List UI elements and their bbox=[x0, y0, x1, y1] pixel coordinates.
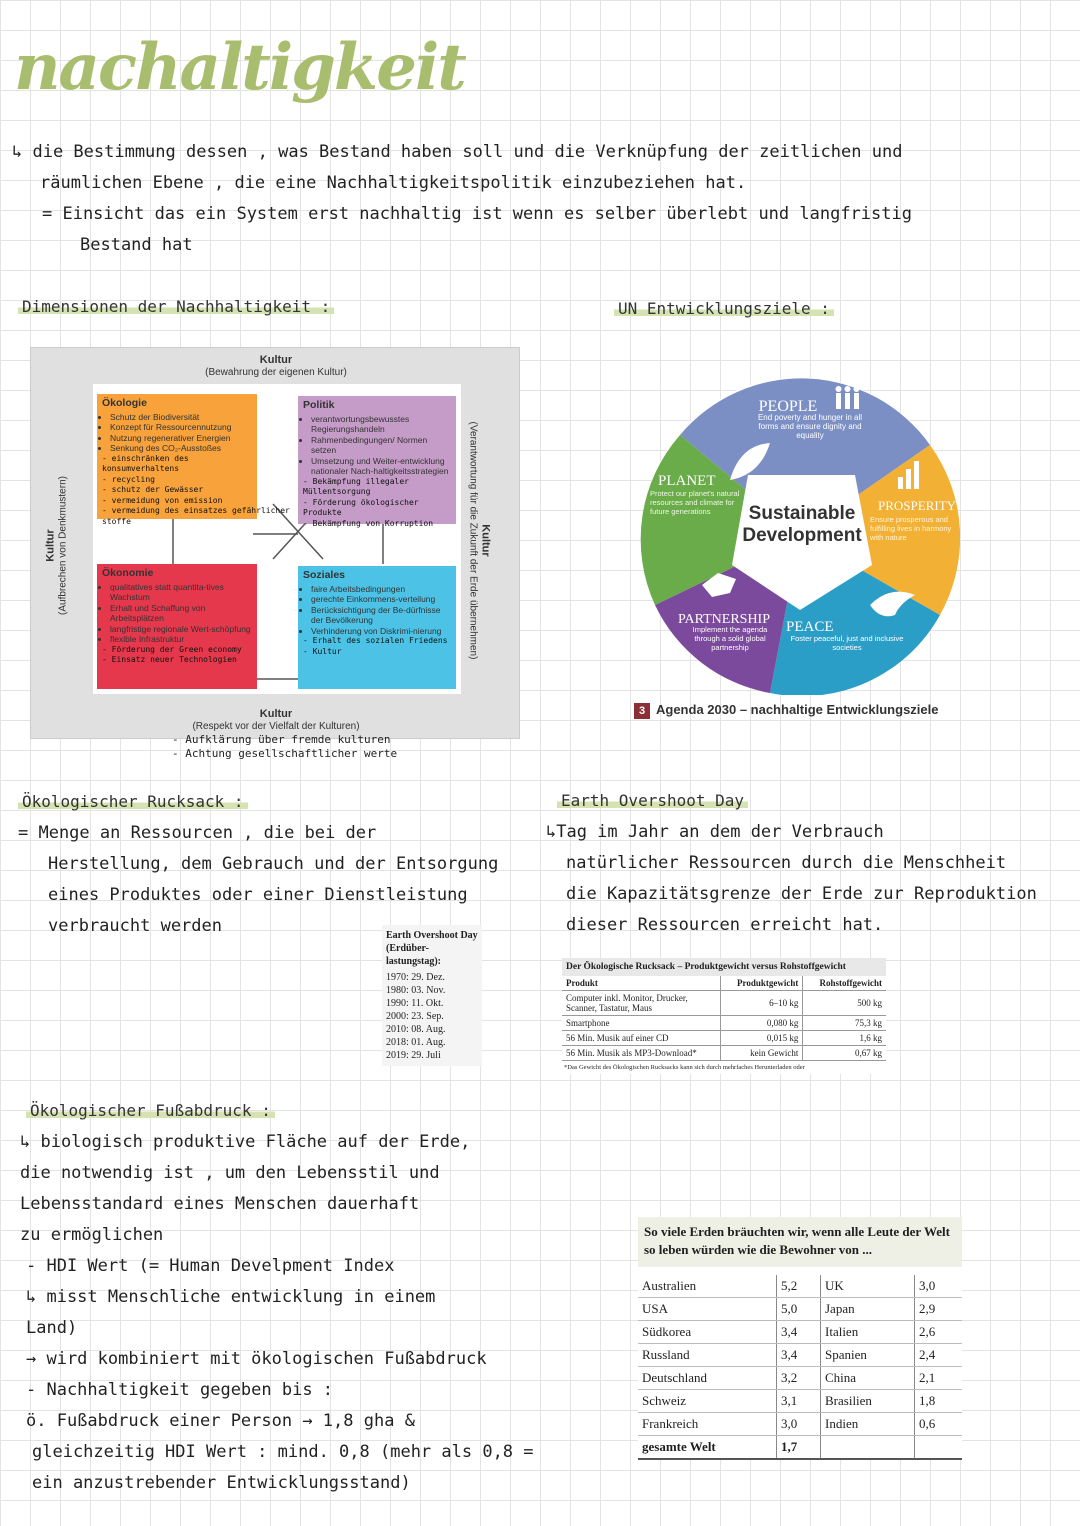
oekologie-item: • Schutz der Biodiversität bbox=[110, 412, 252, 423]
earths-value: 5,0 bbox=[777, 1298, 821, 1321]
definition-line-1: ↳ die Bestimmung dessen , was Bestand haben soll und die Verknüpfung der zeitlichen und bbox=[12, 142, 903, 162]
eod-box bbox=[382, 925, 482, 1066]
oekonomie-item: • langfristige regionale Wert-schöpfung bbox=[110, 624, 252, 635]
kultur-top-caption bbox=[181, 354, 371, 379]
box-oekologie bbox=[97, 394, 290, 526]
fussabdruck-line: ein anzustrebender Entwicklungsstand) bbox=[32, 1473, 411, 1493]
earths-country: Spanien bbox=[821, 1344, 915, 1367]
oekologie-item: • Konzept für Ressourcennutzung bbox=[110, 422, 252, 433]
fussabdruck-line: gleichzeitig HDI Wert : mind. 0,8 (mehr als 0,8 = bbox=[32, 1442, 534, 1462]
earths-country: Schweiz bbox=[638, 1390, 777, 1413]
table-row bbox=[638, 1367, 962, 1390]
soziales-item: • faire Arbeitsbedingungen bbox=[311, 584, 451, 595]
people-title: PEOPLE bbox=[758, 398, 818, 415]
oekologie-note: - vermeidung des einsatzes gefährlicher bbox=[102, 506, 290, 515]
earths-country: Japan bbox=[821, 1298, 915, 1321]
partnership-title: PARTNERSHIP bbox=[678, 612, 771, 627]
earths-value: 2,1 bbox=[915, 1367, 963, 1390]
overshoot-line-1: ↳Tag im Jahr an dem der Verbrauch bbox=[546, 822, 884, 842]
table-row bbox=[562, 976, 886, 991]
rs-cell: 56 Min. Musik auf einer CD bbox=[562, 1031, 721, 1046]
rucksack-heading: Ökologischer Rucksack : bbox=[18, 792, 248, 811]
earths-country: Australien bbox=[638, 1275, 777, 1298]
dimensions-diagram bbox=[30, 347, 520, 739]
kultur-bottom-caption bbox=[171, 708, 381, 733]
rucksack-table-wrap bbox=[562, 958, 886, 1074]
soziales-item: • Berücksichtigung der Be-dürfnisse der Bevölkerung bbox=[311, 605, 451, 626]
sdg-center-1: Sustainable bbox=[748, 503, 856, 524]
earths-value: 3,4 bbox=[777, 1321, 821, 1344]
earths-value: 3,2 bbox=[777, 1367, 821, 1390]
box-oekonomie bbox=[97, 564, 257, 689]
fussabdruck-line: ↳ misst Menschliche entwicklung in einem bbox=[26, 1287, 436, 1307]
kultur-left-sub: (Aufbrechen von Denkmustern) bbox=[57, 476, 69, 615]
planet-desc: Protect our planet's natural resources and climate for future generations bbox=[650, 489, 740, 516]
peace-desc: Foster peaceful, just and inclusive societies bbox=[790, 634, 904, 652]
oekonomie-item: • Erhalt und Schaffung von Arbeitsplätzen bbox=[110, 603, 252, 624]
earths-country: Russland bbox=[638, 1344, 777, 1367]
table-row bbox=[562, 991, 886, 1016]
rs-cell: 1,6 kg bbox=[803, 1031, 886, 1046]
rs-cell: 0,67 kg bbox=[803, 1046, 886, 1061]
earths-country: Frankreich bbox=[638, 1413, 777, 1436]
earths-value: 2,6 bbox=[915, 1321, 963, 1344]
politik-note: - Bekämpfung illegaler Müllentsorgung bbox=[303, 476, 409, 496]
earths-table-wrap bbox=[638, 1217, 962, 1460]
oekologie-item: • Nutzung regenerativer Energien bbox=[110, 433, 252, 444]
table-row bbox=[638, 1275, 962, 1298]
earths-country: China bbox=[821, 1367, 915, 1390]
earths-total-label: gesamte Welt bbox=[638, 1436, 777, 1460]
oekologie-note: - schutz der Gewässer bbox=[102, 485, 204, 494]
fussabdruck-line: - Nachhaltigkeit gegeben bis : bbox=[26, 1380, 334, 1400]
overshoot-line-4: dieser Ressourcen erreicht hat. bbox=[566, 915, 884, 935]
earths-country: Indien bbox=[821, 1413, 915, 1436]
rs-cell: kein Gewicht bbox=[721, 1046, 803, 1061]
sdg-caption bbox=[634, 702, 938, 719]
rs-cell: Computer inkl. Monitor, Drucker, Scanner, Tastatur, Maus bbox=[562, 991, 721, 1016]
earths-value: 5,2 bbox=[777, 1275, 821, 1298]
politik-item: • Rahmenbedingungen/ Normen setzen bbox=[311, 435, 451, 456]
soziales-note: - Erhalt des sozialen Friedens bbox=[303, 636, 448, 645]
fussabdruck-line: Lebensstandard eines Menschen dauerhaft bbox=[20, 1194, 420, 1214]
dimensions-inner bbox=[93, 384, 461, 694]
politik-item: • verantwortungsbewusstes Regierungshandeln bbox=[311, 414, 451, 435]
earths-country: Deutschland bbox=[638, 1367, 777, 1390]
earths-country: USA bbox=[638, 1298, 777, 1321]
rs-cell: 56 Min. Musik als MP3-Download* bbox=[562, 1046, 721, 1061]
table-row bbox=[562, 1046, 886, 1061]
table-row bbox=[638, 1298, 962, 1321]
rs-cell: 0,080 kg bbox=[721, 1016, 803, 1031]
eod-row: 2019: 29. Juli bbox=[386, 1050, 441, 1061]
earths-value: 2,4 bbox=[915, 1344, 963, 1367]
oekologie-note: - recycling bbox=[102, 474, 155, 484]
fussabdruck-line: ö. Fußabdruck einer Person → 1,8 gha & bbox=[26, 1411, 415, 1431]
definition-line-2: räumlichen Ebene , die eine Nachhaltigkeitspolitik einzubeziehen hat. bbox=[40, 173, 747, 193]
rucksack-line-2: Herstellung, dem Gebrauch und der Entsorgung bbox=[48, 854, 499, 874]
earths-value: 3,0 bbox=[915, 1275, 963, 1298]
eod-row: 2018: 01. Aug. bbox=[386, 1037, 446, 1048]
definition-line-3: = Einsicht das ein System erst nachhaltig ist wenn es selber überlebt und langfristig bbox=[42, 204, 912, 224]
kultur-right-caption bbox=[467, 411, 492, 671]
fussabdruck-line: ↳ biologisch produktive Fläche auf der Erde, bbox=[20, 1132, 471, 1152]
box-soziales bbox=[298, 566, 456, 689]
eod-row: 2000: 23. Sep. bbox=[386, 1011, 444, 1022]
prosperity-title: PROSPERITY bbox=[878, 498, 957, 513]
oekonomie-title: Ökonomie bbox=[102, 567, 154, 579]
politik-note: - Förderung ökologischer Produkte bbox=[303, 497, 419, 517]
eod-row: 1970: 29. Dez. bbox=[386, 972, 445, 983]
rs-cell: 75,3 kg bbox=[803, 1016, 886, 1031]
earths-value: 0,6 bbox=[915, 1413, 963, 1436]
oekologie-item: • Senkung des CO₂-Ausstoßes bbox=[110, 443, 252, 454]
rs-cell: 6–10 kg bbox=[721, 991, 803, 1016]
page-title: nachaltigkeit bbox=[14, 30, 465, 105]
fussabdruck-line: zu ermöglichen bbox=[20, 1225, 164, 1245]
earths-value: 1,8 bbox=[915, 1390, 963, 1413]
earths-value: 3,1 bbox=[777, 1390, 821, 1413]
prosperity-desc: Ensure prosperous and fulfilling lives in harmony with nature bbox=[870, 515, 952, 542]
oekonomie-item: • qualitatives statt quantita-tives Wachstum bbox=[110, 582, 252, 603]
kultur-bottom-sub: (Respekt vor der Vielfalt der Kulturen) bbox=[192, 721, 360, 732]
table-row bbox=[638, 1321, 962, 1344]
rucksack-line-1: = Menge an Ressourcen , die bei der bbox=[18, 823, 377, 843]
eod-row: 1990: 11. Okt. bbox=[386, 998, 444, 1009]
politik-item: • Umsetzung und Weiter-entwicklung nationaler Nach-haltigkeitsstrategien bbox=[311, 456, 451, 477]
rs-header: Produktgewicht bbox=[721, 976, 803, 991]
fussabdruck-heading: Ökologischer Fußabdruck : bbox=[26, 1101, 275, 1120]
partnership-desc: Implement the agenda through a solid global partnership bbox=[692, 625, 768, 652]
soziales-item: • Verhinderung von Diskrimi-nierung bbox=[311, 626, 451, 637]
un-heading: UN Entwicklungsziele : bbox=[614, 299, 834, 318]
politik-title: Politik bbox=[303, 399, 335, 411]
rs-cell: Smartphone bbox=[562, 1016, 721, 1031]
earths-country: Italien bbox=[821, 1321, 915, 1344]
table-row bbox=[638, 1413, 962, 1436]
earths-empty bbox=[821, 1436, 915, 1460]
earths-total-value: 1,7 bbox=[777, 1436, 821, 1460]
oekonomie-note: - Einsatz neuer Technologien bbox=[102, 655, 237, 664]
caption-text: Agenda 2030 – nachhaltige Entwicklungsziele bbox=[656, 702, 939, 717]
eod-row: 1980: 03. Nov. bbox=[386, 985, 446, 996]
earths-value: 3,4 bbox=[777, 1344, 821, 1367]
oekologie-note: stoffe bbox=[102, 516, 131, 526]
earths-table bbox=[638, 1275, 962, 1460]
kultur-top-title: Kultur bbox=[259, 354, 293, 366]
rs-cell: 500 kg bbox=[803, 991, 886, 1016]
people-desc: End poverty and hunger in all forms and ensure dignity and equality bbox=[757, 413, 863, 440]
soziales-title: Soziales bbox=[303, 569, 346, 581]
kultur-right-title: Kultur bbox=[479, 524, 492, 557]
rs-table-title: Der Ökologische Rucksack – Produktgewicht versus Rohstoffgewicht bbox=[562, 958, 886, 976]
rs-cell: 0,015 kg bbox=[721, 1031, 803, 1046]
rs-header: Rohstoffgewicht bbox=[803, 976, 886, 991]
table-row bbox=[562, 1016, 886, 1031]
eod-title: Earth Overshoot Day (Erdüber-lastungstag): bbox=[386, 930, 478, 967]
sdg-center-2: Development bbox=[742, 525, 862, 546]
kultur-bottom-title: Kultur bbox=[259, 708, 293, 720]
fussabdruck-line: die notwendig ist , um den Lebensstil und bbox=[20, 1163, 440, 1183]
fussabdruck-line: → wird kombiniert mit ökologischen Fußabdruck bbox=[26, 1349, 487, 1369]
earths-value: 3,0 bbox=[777, 1413, 821, 1436]
dimensions-note-2: - Achtung gesellschaftlicher werte bbox=[172, 747, 398, 760]
oekologie-title: Ökologie bbox=[102, 397, 147, 409]
oekonomie-note: - Förderung der Green economy bbox=[102, 644, 242, 654]
fussabdruck-line: Land) bbox=[26, 1318, 78, 1338]
rs-note: *Das Gewicht des Ökologischen Rucksacks kann sich durch mehrfaches Herunterladen oder bbox=[564, 1064, 805, 1071]
table-row bbox=[562, 1031, 886, 1046]
rucksack-line-3: eines Produktes oder einer Dienstleistung bbox=[48, 885, 468, 905]
politik-note: - Bekämpfung von Korruption bbox=[303, 518, 434, 528]
kultur-left-title: Kultur bbox=[44, 529, 57, 562]
dimensions-note-1: - Aufklärung über fremde kulturen bbox=[172, 733, 391, 746]
overshoot-line-2: natürlicher Ressourcen durch die Menschheit bbox=[566, 853, 1007, 873]
overshoot-line-3: die Kapazitätsgrenze der Erde zur Reproduktion bbox=[566, 884, 1037, 904]
caption-number: 3 bbox=[634, 703, 650, 719]
oekologie-note: - einschränken des konsumverhaltens bbox=[102, 453, 189, 473]
peace-title: PEACE bbox=[786, 619, 834, 635]
kultur-left-caption bbox=[45, 446, 70, 646]
earths-empty bbox=[915, 1436, 963, 1460]
soziales-item: • gerechte Einkommens-verteilung bbox=[311, 594, 451, 605]
oekologie-note: - vermeidung von emission bbox=[102, 495, 223, 505]
soziales-note: - Kultur bbox=[303, 646, 342, 656]
earths-value: 2,9 bbox=[915, 1298, 963, 1321]
oekonomie-item: • flexible Infrastruktur bbox=[110, 634, 252, 645]
kultur-top-sub: (Bewahrung der eigenen Kultur) bbox=[205, 367, 347, 378]
table-row bbox=[638, 1344, 962, 1367]
rucksack-line-4: verbraucht werden bbox=[48, 916, 222, 936]
earths-country: Südkorea bbox=[638, 1321, 777, 1344]
planet-title: PLANET bbox=[658, 473, 716, 489]
rs-header: Produkt bbox=[562, 976, 721, 991]
earths-title: So viele Erden bräuchten wir, wenn alle Leute der Welt so leben würden wie die Bewohner von ... bbox=[638, 1217, 962, 1267]
people-icon bbox=[836, 386, 860, 409]
table-row-total bbox=[638, 1436, 962, 1460]
dimensions-heading: Dimensionen der Nachhaltigkeit : bbox=[18, 297, 334, 316]
table-row bbox=[638, 1390, 962, 1413]
rs-table bbox=[562, 976, 886, 1061]
earths-country: Brasilien bbox=[821, 1390, 915, 1413]
definition-line-4: Bestand hat bbox=[80, 235, 193, 255]
eod-row: 2010: 08. Aug. bbox=[386, 1024, 446, 1035]
kultur-right-sub: (Verantwortung für die Zukunft der Erde übernehmen) bbox=[467, 421, 479, 660]
fussabdruck-line: - HDI Wert (= Human Develpment Index bbox=[26, 1256, 395, 1276]
earths-country: UK bbox=[821, 1275, 915, 1298]
box-politik bbox=[298, 396, 456, 528]
overshoot-heading: Earth Overshoot Day bbox=[557, 791, 748, 810]
